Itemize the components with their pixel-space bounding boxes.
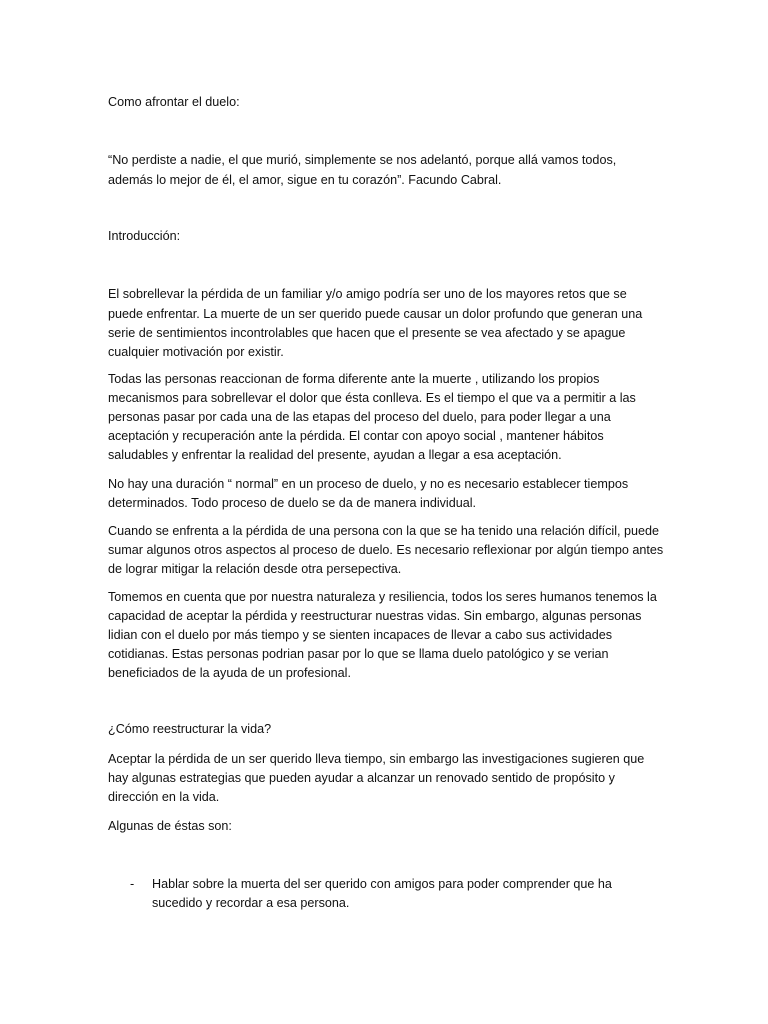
paragraph-line: sumar algunos otros aspectos al proceso de duelo. Es necesario reflexionar por algún tiempo antes xyxy=(108,543,664,557)
paragraph-line: No hay una duración “ normal” en un proceso de duelo, y no es necesario establecer tiempos xyxy=(108,477,629,491)
quote-line: además lo mejor de él, el amor, sigue en tu corazón”. Facundo Cabral. xyxy=(108,173,502,187)
paragraph-line: dirección en la vida. xyxy=(108,790,220,804)
paragraph-line: El sobrellevar la pérdida de un familiar y/o amigo podría ser uno de los mayores retos que se xyxy=(108,287,627,301)
paragraph-line: cotidianas. Estas personas podrian pasar por lo que se llama duelo patológico y se verian xyxy=(108,647,609,661)
paragraph-line: Aceptar la pérdida de un ser querido lleva tiempo, sin embargo las investigaciones sugieren que xyxy=(108,752,645,766)
paragraph-line: Cuando se enfrenta a la pérdida de una persona con la que se ha tenido una relación difícil, puede xyxy=(108,524,660,538)
paragraph-line: determinados. Todo proceso de duelo se da de manera individual. xyxy=(108,496,477,510)
paragraph-line: saludables y enfrentar la realidad del presente, ayudan a llegar a esa aceptación. xyxy=(108,448,562,462)
paragraph-line: puede enfrentar. La muerte de un ser querido puede causar un dolor profundo que generan una xyxy=(108,307,643,321)
paragraph-line: mecanismos para sobrellevar el dolor que ésta conlleva. Es el tiempo el que va a permitir a las xyxy=(108,391,636,405)
paragraph-line: aceptación y recuperación ante la pérdida. El contar con apoyo social , mantener hábitos xyxy=(108,429,604,443)
list-intro: Algunas de éstas son: xyxy=(108,819,232,833)
intro-heading: Introducción: xyxy=(108,229,181,243)
list-item-line: Hablar sobre la muerta del ser querido con amigos para poder comprender que ha xyxy=(152,877,612,891)
paragraph-line: de lograr mitigar la relación desde otra persepectiva. xyxy=(108,562,402,576)
paragraph-line: Todas las personas reaccionan de forma diferente ante la muerte , utilizando los propios xyxy=(108,372,600,386)
list-item-line: sucedido y recordar a esa persona. xyxy=(152,896,350,910)
list-bullet-marker: - xyxy=(130,877,135,891)
paragraph-line: beneficiados de la ayuda de un profesional. xyxy=(108,666,351,680)
section-heading: ¿Cómo reestructurar la vida? xyxy=(108,722,272,736)
document-title: Como afrontar el duelo: xyxy=(108,95,240,109)
paragraph-line: Tomemos en cuenta que por nuestra naturaleza y resiliencia, todos los seres humanos tenemos la xyxy=(108,590,657,604)
paragraph-line: lidian con el duelo por más tiempo y se sienten incapaces de llevar a cabo sus actividades xyxy=(108,628,613,642)
paragraph-line: personas pasar por cada una de las etapas del proceso del duelo, para poder llegar a una xyxy=(108,410,611,424)
quote-line: “No perdiste a nadie, el que murió, simplemente se nos adelantó, porque allá vamos todos, xyxy=(108,153,617,167)
paragraph-line: serie de sentimientos incontrolables que hacen que el presente se vea afectado y se apague xyxy=(108,326,626,340)
paragraph-line: hay algunas estrategias que pueden ayudar a alcanzar un renovado sentido de propósito y xyxy=(108,771,615,785)
paragraph-line: cualquier motivación por existir. xyxy=(108,345,284,359)
paragraph-line: capacidad de aceptar la pérdida y reestructurar nuestras vidas. Sin embargo, algunas personas xyxy=(108,609,642,623)
